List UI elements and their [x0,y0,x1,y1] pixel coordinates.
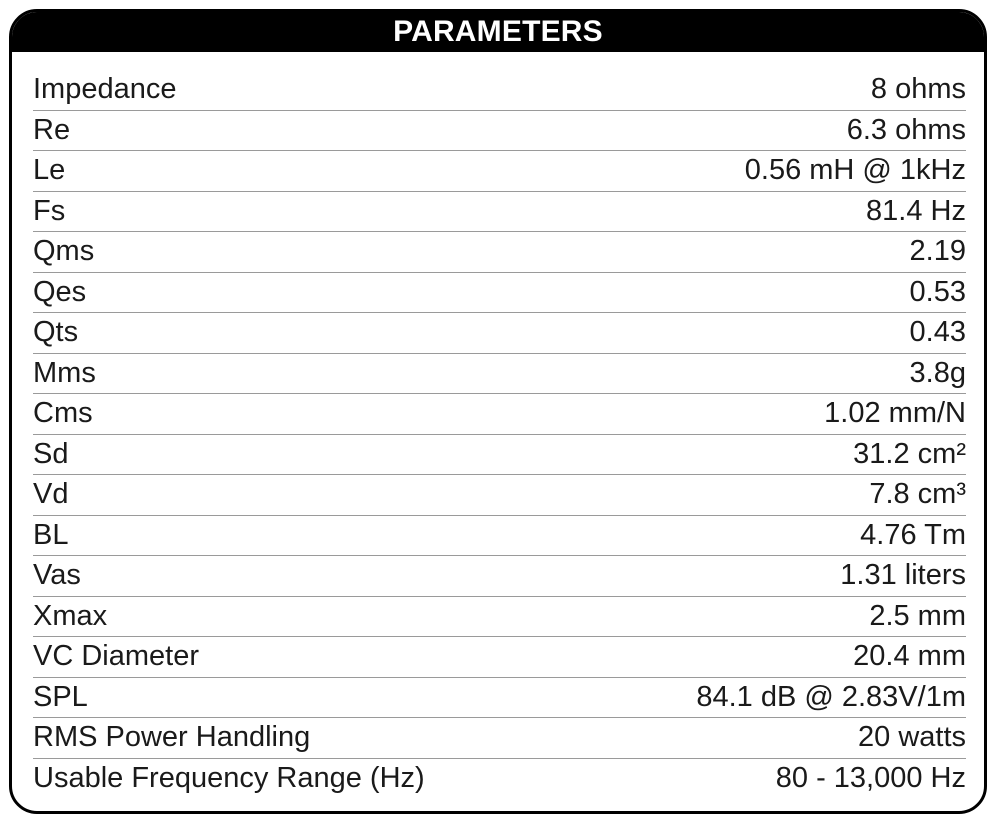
row-value: 7.8 cm³ [869,478,966,511]
row-label: SPL [33,680,88,713]
row-value: 2.19 [909,235,966,268]
row-value: 0.56 mH @ 1kHz [744,154,966,187]
row-value: 8 ohms [870,73,966,106]
table-row [33,232,966,273]
row-label: Sd [33,437,69,470]
row-label: Le [33,154,66,187]
row-label: Impedance [33,73,177,106]
table-row [33,435,966,476]
row-label: Vas [33,559,81,592]
table-row [33,111,966,152]
table-row [33,192,966,233]
row-value: 0.43 [909,316,966,349]
row-value: 1.31 liters [840,559,966,592]
row-label: Qms [33,235,95,268]
table-row [33,637,966,678]
row-value: 4.76 Tm [860,518,966,551]
row-value: 3.8g [909,356,966,389]
table-row [33,70,966,111]
row-label: Qes [33,275,87,308]
table-row [33,354,966,395]
table-row [33,313,966,354]
row-value: 1.02 mm/N [824,397,966,430]
row-label: Mms [33,356,96,389]
row-label: Cms [33,397,93,430]
parameters-table [33,70,966,799]
row-value: 20.4 mm [853,640,966,673]
row-label: Fs [33,194,66,227]
table-row [33,394,966,435]
panel-title: PARAMETERS [12,12,984,52]
row-value: 20 watts [858,721,966,754]
table-row [33,475,966,516]
parameters-panel [9,9,987,814]
row-label: Re [33,113,71,146]
row-value: 0.53 [909,275,966,308]
table-row [33,718,966,759]
table-row [33,273,966,314]
row-label: BL [33,518,69,551]
row-value: 80 - 13,000 Hz [775,762,966,795]
row-label: RMS Power Handling [33,721,311,754]
table-row [33,678,966,719]
table-row [33,597,966,638]
row-label: Vd [33,478,69,511]
row-label: Usable Frequency Range (Hz) [33,762,425,795]
row-label: VC Diameter [33,640,199,673]
table-row [33,759,966,800]
row-value: 31.2 cm² [853,437,966,470]
row-label: Qts [33,316,79,349]
row-value: 84.1 dB @ 2.83V/1m [696,680,966,713]
table-row [33,516,966,557]
table-row [33,556,966,597]
row-value: 81.4 Hz [866,194,966,227]
row-value: 2.5 mm [869,599,966,632]
table-row [33,151,966,192]
row-value: 6.3 ohms [846,113,966,146]
row-label: Xmax [33,599,108,632]
